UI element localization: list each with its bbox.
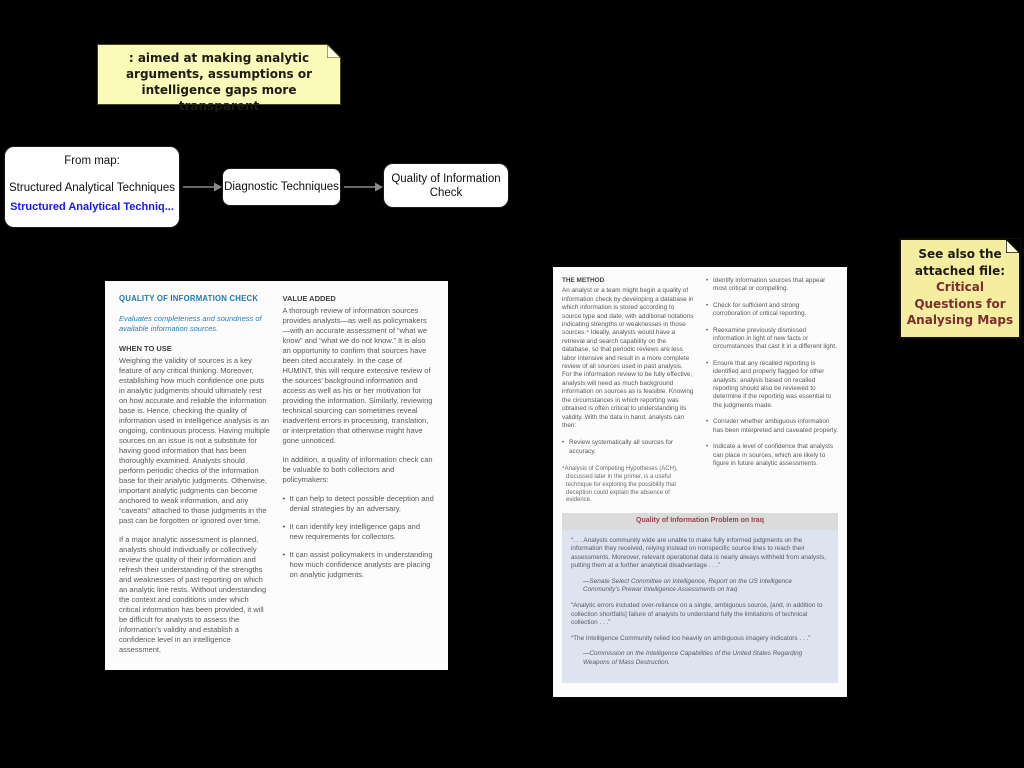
list-item: • Consider whether ambiguous information has been interpreted and caveated properly. xyxy=(706,418,838,435)
iraq-quote-box xyxy=(562,513,838,683)
link-arrow-2 xyxy=(344,181,384,193)
sticky-note-text: See also the attached file: xyxy=(914,247,1006,278)
node-title: From map: xyxy=(64,155,120,167)
node-label: Diagnostic Techniques xyxy=(224,181,339,193)
body-paragraph: An analyst or a team might begin a quality of information check by developing a database in which information is stored according to source type and date, with additional notations indicating strengths or weaknesses in those sources.⁴ Ideally, analysts would have a retrieval and search capability on the database, so that periodic reviews are less labor intensive and result in a more complete review of all sources used in past analysis. For the information review to be fully effective, analysts will need as much background information on sources as is feasible. Knowing the circumstances in which reporting was obtained is often critical to understanding its validity. With the data in hand, analysts can then: xyxy=(562,287,694,429)
section-heading-when-to-use: WHEN TO USE xyxy=(119,344,172,353)
section-heading-the-method: THE METHOD xyxy=(562,277,605,284)
list-item: • Check for sufficient and strong corroboration of critical reporting. xyxy=(706,302,838,319)
sticky-note-attachment[interactable] xyxy=(899,238,1021,339)
attached-file-name[interactable]: Critical Questions for Analysing Maps xyxy=(906,280,1014,327)
node-subtitle: Structured Analytical Techniques xyxy=(9,182,175,194)
document-page-quality-check[interactable] xyxy=(105,281,448,670)
concept-node-quality-of-information-check[interactable] xyxy=(383,163,509,208)
link-arrow-1 xyxy=(183,181,223,193)
page-subtitle: Evaluates completeness and soundness of available information sources. xyxy=(119,314,262,333)
map-hyperlink[interactable]: Structured Analytical Techniq... xyxy=(10,201,174,213)
body-paragraph: Weighing the validity of sources is a key feature of any critical thinking. Moreover, establishing how much confidence one puts in analytic judgments should ultimately rest on how accurate and reliable the information base is. Hence, checking the quality of information used in intelligence analysis is an ongoing, continuous process. Having multiple sources on an issue is not a substitute for having good information that has been thoroughly examined. Analysts should perform periodic checks of the information base for their analytic judgments. Otherwise, important analytic judgments can become anchored to weak information, and any “caveats” attached to those judgments in the past can be forgotten or ignored over time. xyxy=(119,356,270,525)
body-paragraph: If a major analytic assessment is planned, analysts should individually or collectively review the quality of their information and refresh their understanding of the strengths and weaknesses of past reporting on which an analytic line rests. Without understanding the context and conditions under which critical information has been provided, it will be difficult for analysts to assess the information’s validity and establish a confidence level in an intelligence assessment. xyxy=(119,535,267,654)
body-paragraph: In addition, a quality of information check can be valuable to both collectors and policymakers: xyxy=(282,455,433,484)
quote-attribution: —Senate Select Committee on Intelligence, Report on the US Intelligence Community’s Prewar Intelligence Assessments on Iraq xyxy=(583,577,792,594)
method-bullet-list-right xyxy=(706,277,838,468)
list-item: • Reexamine previously dismissed information in light of new facts or circumstances that cast it in a different light. xyxy=(706,327,838,352)
folded-corner-icon xyxy=(327,44,341,58)
value-added-bullet-list xyxy=(283,494,435,580)
node-label: Quality of Information Check xyxy=(391,172,501,199)
document-page-method[interactable] xyxy=(553,267,847,697)
section-heading-value-added: VALUE ADDED xyxy=(282,294,336,303)
concept-node-diagnostic-techniques[interactable] xyxy=(222,168,341,206)
list-item: • Review systematically all sources for accuracy. xyxy=(562,439,694,456)
quote: “Analytic errors included over-reliance on a single, ambiguous source, [and, in addition to collection shortfalls] failure of analysts to understand fully the limitations of technical collection . . .” xyxy=(571,602,823,627)
list-item: • Ensure that any recalled reporting is identified and properly flagged for other analysts; analysis based on recalled reporting should also be reviewed to determine if the reporting was essential to the judgments made. xyxy=(706,360,838,410)
method-bullet-list-left xyxy=(562,439,694,456)
body-paragraph: A thorough review of information sources provides analysts—as well as policymakers—with an accurate assessment of “what we know” and “what we do not know.” It is also an opportunity to confirm that sources have been cited accurately. In the case of HUMINT, this will require extensive review of the sources’ background information and access as well as his or her motivation for providing the information. Similarly, reviewing technical sourcing can sometimes reveal inadvertent errors in processing, translation, or interpretation that otherwise might have gone unnoticed. xyxy=(282,306,433,445)
quote: “The Intelligence Community relied too heavily on ambiguous imagery indicators . . .” xyxy=(571,634,811,642)
quote: “. . . Analysts community wide are unable to make fully informed judgments on the information they received, relying instead on nonspecific source lines to reach their assessments. Moreover, relevant operational data is nearly always withheld from analysts, putting them at a further analytical disadvantage . . .” xyxy=(571,536,827,570)
quote-box-title: Quality of Information Problem on Iraq xyxy=(562,513,838,529)
page-title: QUALITY OF INFORMATION CHECK xyxy=(119,294,259,303)
concept-node-from-map[interactable] xyxy=(4,146,180,228)
list-item: • It can help to detect possible deception and denial strategies by an adversary. xyxy=(283,494,435,514)
list-item: • It can assist policymakers in understanding how much confidence analysts are placing on analytic judgments. xyxy=(283,550,435,580)
sticky-note-definition[interactable] xyxy=(97,44,341,113)
folded-corner-icon xyxy=(1006,239,1020,253)
list-item: • It can identify key intelligence gaps and new requirements for collectors. xyxy=(283,522,435,542)
list-item: • Identify information sources that appear most critical or compelling. xyxy=(706,277,838,294)
sticky-note-text: : aimed at making analytic arguments, assumptions or intelligence gaps more transparent xyxy=(125,51,313,113)
footnote: ⁴Analysis of Competing Hypotheses (ACH), discussed later in the primer, is a useful technique for exploring the possibility that deception could explain the absence of evidence. xyxy=(562,466,678,504)
quote-attribution: —Commission on the Intelligence Capabilities of the United States Regarding Weapons of Mass Destruction. xyxy=(583,650,803,667)
list-item: • Indicate a level of confidence that analysts can place in sources, which are likely to figure in future analytic assessments. xyxy=(706,443,838,468)
